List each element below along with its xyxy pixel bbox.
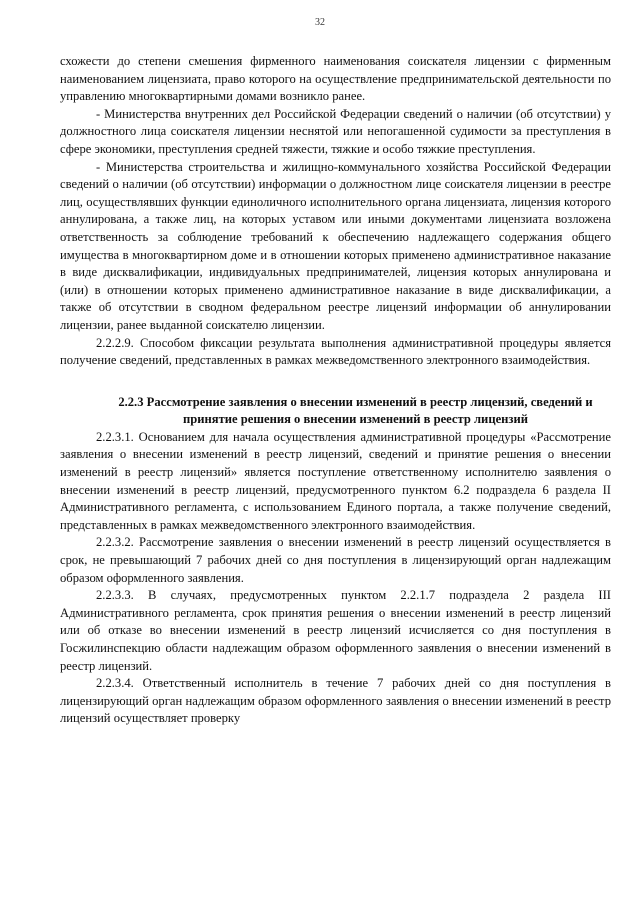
paragraph-continuation: схожести до степени смешения фирменного наименования соискателя лицензии с фирменным наименованием лицензиата, право которого на осуществление предпринимательской деятельности по управлению многоквартирными домами возникло ранее. xyxy=(60,54,611,104)
paragraph-minstroy-item: - Министерства строительства и жилищно-коммунального хозяйства Российской Федерации сведений о наличии (об отсутствии) информации о должностном лице соискателя лицензии в реестре лиц, осуществлявших функции единоличного исполнительного органа лицензиата, лицензия которого аннулирована, а также лиц, на которых уставом или иными документами лицензиата возложена ответственность за соблюдение требований к обеспечению надлежащего содержания общего имущества в многоквартирном доме и в отношении которых применено административное наказание в виде дисквалификации, индивидуальных предпринимателей, лицензия которых аннулирована и (или) в отношении которых применено административное наказание в виде дисквалификации, а также об отсутствии в сводном федеральном реестре лицензий информации об аннулировании лицензии, ранее выданной соискателю лицензии. xyxy=(60,159,611,332)
page-body xyxy=(60,53,611,728)
paragraph-2-2-3-1: 2.2.3.1. Основанием для начала осуществления административной процедуры «Рассмотрение заявления о внесении изменений в реестр лицензий, сведений и принятие решения о внесении изменений в реестр лицензий» является поступление ответственному исполнителю заявления о внесении изменений в реестр лицензий, предусмотренного пунктом 6.2 подраздела 6 раздела II Административного регламента, с использованием Единого портала, а также получение сведений, представленных в рамках межведомственного электронного взаимодействия. xyxy=(60,429,611,532)
paragraph-mvd-item: - Министерства внутренних дел Российской Федерации сведений о наличии (об отсутствии) у должностного лица соискателя лицензии неснятой или непогашенной судимости за преступления в сфере экономики, преступления средней тяжести, тяжкие и особо тяжкие преступления. xyxy=(60,106,611,156)
paragraph-2-2-2-9: 2.2.2.9. Способом фиксации результата выполнения административной процедуры является получение сведений, представленных в рамках межведомственного электронного взаимодействия. xyxy=(60,335,611,368)
section-spacer xyxy=(60,370,611,394)
section-heading-2-2-3: 2.2.3 Рассмотрение заявления о внесении изменений в реестр лицензий, сведений и принятие решения о внесении изменений в реестр лицензий xyxy=(118,394,593,427)
paragraph-2-2-3-2: 2.2.3.2. Рассмотрение заявления о внесении изменений в реестр лицензий осуществляется в срок, не превышающий 7 рабочих дней со дня поступления в лицензирующий орган надлежащим образом оформленного заявления. xyxy=(60,535,611,585)
paragraph-2-2-3-4: 2.2.3.4. Ответственный исполнитель в течение 7 рабочих дней со дня поступления в лицензирующий орган надлежащим образом оформленного заявления о внесении изменений в реестр лицензий осуществляет проверку xyxy=(60,676,611,726)
paragraph-2-2-3-3: 2.2.3.3. В случаях, предусмотренных пунктом 2.2.1.7 подраздела 2 раздела III Административного регламента, срок принятия решения о внесении изменений в реестр лицензий или об отказе во внесении изменений в реестр лицензий исчисляется со дня поступления в Госжилинспекцию области надлежащим образом оформленного заявления о внесении изменений в реестр лицензий. xyxy=(60,588,611,673)
page-number: 32 xyxy=(315,17,325,28)
